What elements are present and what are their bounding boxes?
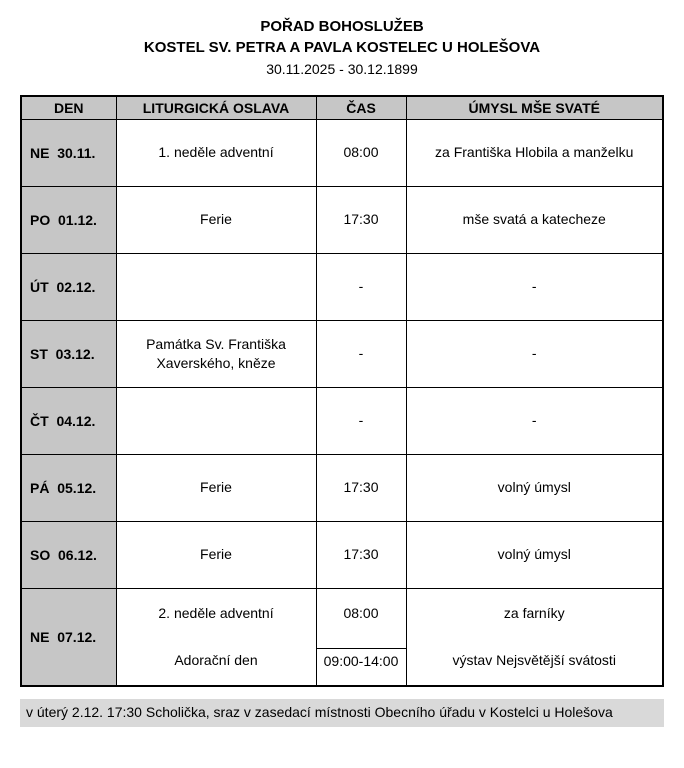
feast-cell: Ferie — [116, 186, 316, 253]
day-cell: NE 30.11. — [21, 119, 116, 186]
day-cell: ČT 04.12. — [21, 387, 116, 454]
table-row — [21, 320, 663, 387]
column-header-liturgical-feast: LITURGICKÁ OSLAVA — [116, 96, 316, 119]
feast-cell: Ferie — [116, 521, 316, 588]
cell-line: 08:00 — [343, 604, 379, 621]
day-cell: PO 01.12. — [21, 186, 116, 253]
intention-cell: mše svatá a katecheze — [406, 186, 663, 253]
cell-line: Adorační den — [174, 652, 258, 669]
day-cell: ST 03.12. — [21, 320, 116, 387]
cell-line: výstav Nejsvětější svátosti — [452, 652, 616, 669]
table-header-row — [21, 96, 663, 119]
table-row — [21, 186, 663, 253]
table-row — [21, 521, 663, 588]
time-cell: - — [316, 253, 406, 320]
table-row — [21, 253, 663, 320]
time-cell — [316, 588, 406, 686]
time-cell: 08:00 — [316, 119, 406, 186]
table-row — [21, 454, 663, 521]
intention-cell: - — [406, 387, 663, 454]
day-cell: ÚT 02.12. — [21, 253, 116, 320]
day-cell: PÁ 05.12. — [21, 454, 116, 521]
table-row — [21, 588, 663, 686]
day-cell: NE 07.12. — [21, 588, 116, 686]
intention-cell: - — [406, 253, 663, 320]
intention-cell: volný úmysl — [406, 454, 663, 521]
table-row — [21, 119, 663, 186]
time-cell: - — [316, 320, 406, 387]
table-row — [21, 387, 663, 454]
day-cell: SO 06.12. — [21, 521, 116, 588]
intention-cell: volný úmysl — [406, 521, 663, 588]
feast-cell: 1. neděle adventní — [116, 119, 316, 186]
cell-line: 2. neděle adventní — [158, 605, 274, 622]
intention-cell: - — [406, 320, 663, 387]
document-title: POŘAD BOHOSLUŽEB — [260, 18, 424, 35]
feast-cell — [116, 588, 316, 686]
intention-cell — [406, 588, 663, 686]
cell-line: 09:00-14:00 — [317, 648, 406, 671]
column-header-day: DEN — [21, 96, 116, 119]
feast-cell — [116, 387, 316, 454]
feast-cell: Památka Sv. Františka Xaverského, kněze — [116, 320, 316, 387]
date-range: 30.11.2025 - 30.12.1899 — [266, 61, 418, 77]
time-cell: 17:30 — [316, 521, 406, 588]
schedule-table — [20, 95, 664, 687]
document-header — [20, 16, 664, 79]
footer-note: v úterý 2.12. 17:30 Scholička, sraz v zasedací místnosti Obecního úřadu v Kostelci u Holešova — [20, 699, 664, 727]
time-cell: 17:30 — [316, 454, 406, 521]
column-header-mass-intention: ÚMYSL MŠE SVATÉ — [406, 96, 663, 119]
time-cell: 17:30 — [316, 186, 406, 253]
column-header-time: ČAS — [316, 96, 406, 119]
time-cell: - — [316, 387, 406, 454]
cell-line: za farníky — [503, 605, 565, 622]
feast-cell — [116, 253, 316, 320]
church-name: KOSTEL SV. PETRA A PAVLA KOSTELEC U HOLEŠOVA — [143, 39, 541, 56]
intention-cell: za Františka Hlobila a manželku — [406, 119, 663, 186]
feast-cell: Ferie — [116, 454, 316, 521]
